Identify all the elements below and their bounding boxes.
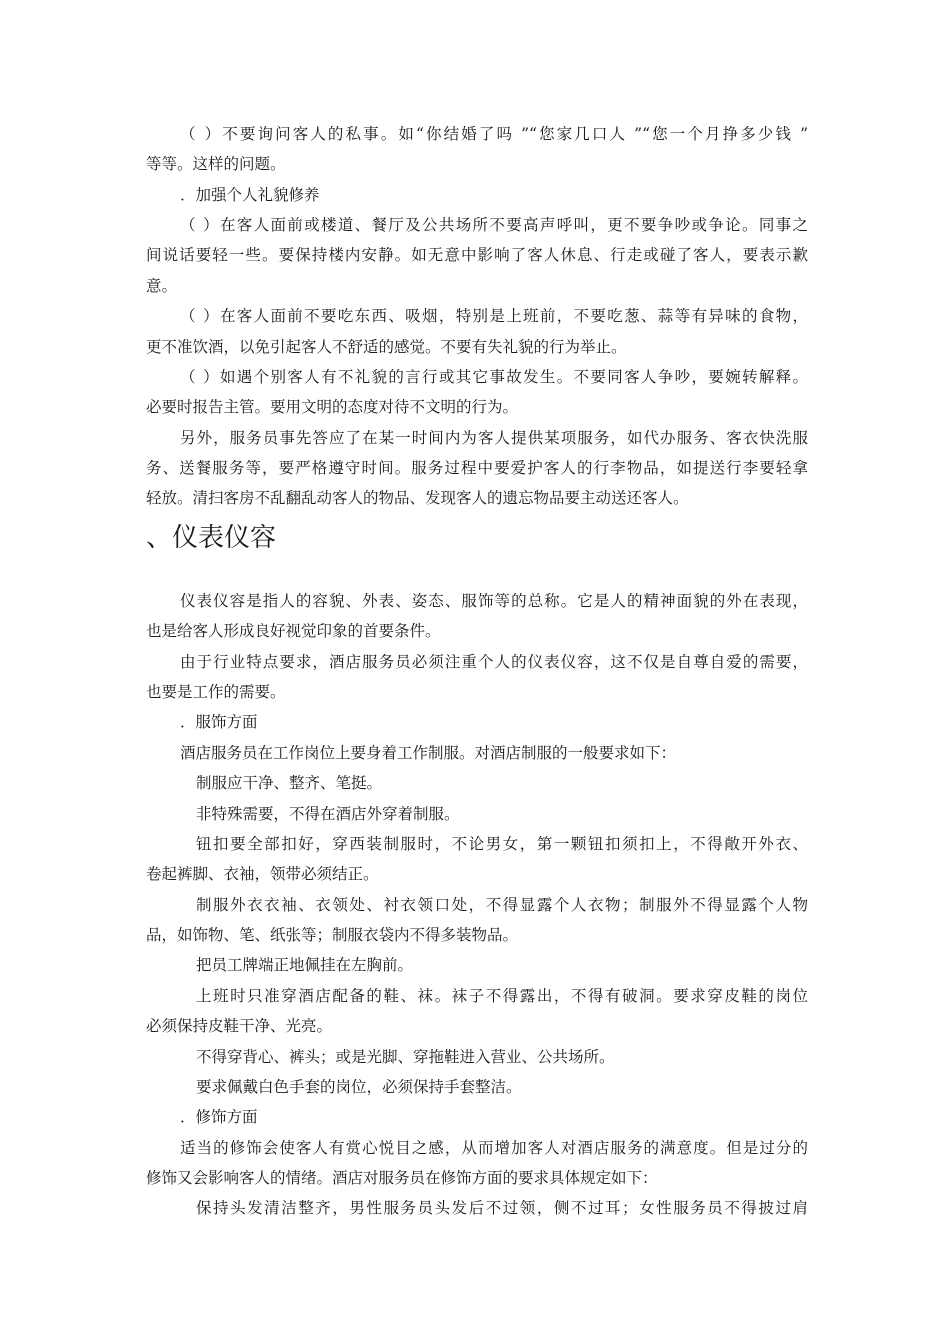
- paragraph-line: （ ）在客人面前不要吃东西、吸烟，特别是上班前，不要吃葱、蒜等有异味的食物，: [180, 307, 808, 325]
- subheading: ．服饰方面: [180, 713, 258, 731]
- list-item: 把员工牌端正地佩挂在左胸前。: [196, 956, 414, 974]
- paragraph-line: 也是给客人形成良好视觉印象的首要条件。: [146, 622, 441, 640]
- paragraph-line: 意。: [146, 277, 178, 295]
- paragraph-line: 必要时报告主管。要用文明的态度对待不文明的行为。: [146, 398, 519, 416]
- paragraph-line: （ ）如遇个别客人有不礼貌的言行或其它事故发生。不要同客人争吵，要婉转解释。: [180, 368, 808, 386]
- list-item: 制服应干净、整齐、笔挺。: [196, 774, 383, 792]
- list-item: 非特殊需要，不得在酒店外穿着制服。: [196, 805, 460, 823]
- paragraph-line: 酒店服务员在工作岗位上要身着工作制服。对酒店制服的一般要求如下：: [180, 744, 677, 762]
- section-heading: 、仪表仪容: [146, 523, 277, 553]
- paragraph-line: 更不准饮酒，以免引起客人不舒适的感觉。不要有失礼貌的行为举止。: [146, 338, 627, 356]
- list-item: 制服外衣衣袖、衣领处、衬衣领口处，不得显露个人衣物；制服外不得显露个人物: [196, 896, 808, 914]
- list-item: 保持头发清洁整齐，男性服务员头发后不过领，侧不过耳；女性服务员不得披过肩: [196, 1199, 808, 1217]
- paragraph-line: （ ）不要询问客人的私事。如“你结婚了吗 ”“您家几口人 ”“您一个月挣多少钱 ”: [180, 125, 808, 143]
- paragraph-line: 也要是工作的需要。: [146, 683, 286, 701]
- list-item: 上班时只准穿酒店配备的鞋、袜。袜子不得露出，不得有破洞。要求穿皮鞋的岗位: [196, 987, 808, 1005]
- paragraph-line: 间说话要轻一些。要保持楼内安静。如无意中影响了客人休息、行走或碰了客人，要表示歉: [146, 246, 808, 264]
- list-item: 钮扣要全部扣好，穿西装制服时，不论男女，第一颗钮扣须扣上，不得敞开外衣、: [196, 835, 808, 853]
- subheading: ．加强个人礼貌修养: [180, 186, 320, 204]
- list-item-continuation: 必须保持皮鞋干净、光亮。: [146, 1017, 333, 1035]
- list-item: 要求佩戴白色手套的岗位，必须保持手套整洁。: [196, 1078, 522, 1096]
- paragraph-line: 适当的修饰会使客人有赏心悦目之感，从而增加客人对酒店服务的满意度。但是过分的: [180, 1139, 808, 1157]
- paragraph-line: 另外，服务员事先答应了在某一时间内为客人提供某项服务，如代办服务、客衣快洗服: [180, 429, 808, 447]
- paragraph-line: 轻放。清扫客房不乱翻乱动客人的物品、发现客人的遗忘物品要主动送还客人。: [146, 489, 689, 507]
- list-item: 不得穿背心、裤头；或是光脚、穿拖鞋进入营业、公共场所。: [196, 1048, 615, 1066]
- list-item-continuation: 品，如饰物、笔、纸张等；制服衣袋内不得多装物品。: [146, 926, 519, 944]
- paragraph-line: 务、送餐服务等，要严格遵守时间。服务过程中要爱护客人的行李物品，如提送行李要轻拿: [146, 459, 808, 477]
- subheading: ．修饰方面: [180, 1108, 258, 1126]
- paragraph-line: 等等。这样的问题。: [146, 155, 286, 173]
- paragraph-line: （ ）在客人面前或楼道、餐厅及公共场所不要高声呼叫，更不要争吵或争论。同事之: [180, 216, 808, 234]
- list-item-continuation: 卷起裤脚、衣袖，领带必须结正。: [146, 865, 379, 883]
- paragraph-line: 仪表仪容是指人的容貌、外表、姿态、服饰等的总称。它是人的精神面貌的外在表现，: [180, 592, 808, 610]
- paragraph-line: 由于行业特点要求，酒店服务员必须注重个人的仪表仪容，这不仅是自尊自爱的需要，: [180, 653, 808, 671]
- paragraph-line: 修饰又会影响客人的情绪。酒店对服务员在修饰方面的要求具体规定如下：: [146, 1169, 658, 1187]
